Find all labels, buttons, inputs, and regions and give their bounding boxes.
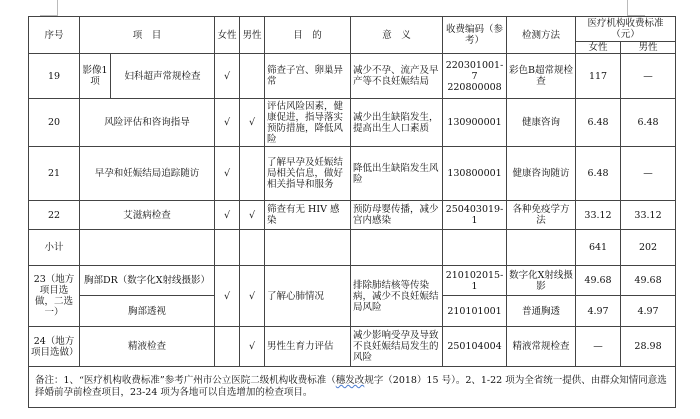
row-no: 23（地方项目选做，二选一） (29, 266, 80, 327)
header-male: 男性 (240, 17, 265, 54)
row-meaning: 减少影响受孕及导致不良妊娠结局发生的风险 (351, 327, 443, 367)
header-purpose: 目 的 (265, 17, 351, 54)
row-no: 20 (29, 99, 80, 147)
row-method: 各种免疫学方法 (507, 201, 576, 230)
row-purpose: 筛查子宫、卵巢异常 (265, 54, 351, 99)
male-check: √ (240, 99, 265, 147)
row-fee-male: 33.12 (621, 201, 676, 230)
row-no: 21 (29, 147, 80, 201)
row-method: 健康咨询随访 (507, 147, 576, 201)
header-row (29, 17, 676, 42)
row-fee-female: 4.97 (576, 296, 621, 327)
header-fee: 医疗机构收费标准（元） (576, 17, 676, 42)
subtotal-fee-female: 641 (576, 230, 621, 266)
empty-cell (507, 230, 576, 266)
row-method: 普通胸透 (507, 296, 576, 327)
header-method: 检测方法 (507, 17, 576, 54)
male-check (240, 147, 265, 201)
female-check: √ (215, 147, 240, 201)
male-check: √ (240, 201, 265, 230)
note-row (29, 367, 676, 408)
row-purpose: 男性生育力评估 (265, 327, 351, 367)
row-fee-male: — (621, 54, 676, 99)
margin-mark (627, 0, 645, 16)
row-code: 130800001 (443, 147, 507, 201)
header-meaning: 意 义 (351, 17, 443, 54)
row-code: 210102015-1 (443, 266, 507, 296)
row-code: 220301001-7 220800008 (443, 54, 507, 99)
row-item: 胸部DR（数字化X射线摄影） (80, 266, 215, 296)
row-purpose: 评估风险因素，健康促进，指导落实预防措施，降低风险 (265, 99, 351, 147)
header-fee-male: 男性 (621, 42, 676, 54)
female-check (215, 327, 240, 367)
row-meaning: 排除肺结核等传染病，减少不良妊娠结局风险 (351, 266, 443, 327)
note-text: 规字（2018）15 号）。2、1-22 项为全省统一提供、由群众知情同意选择婚前孕前检查项目，23-24 项为各地可以自选增加的检查项目。 (35, 375, 667, 398)
female-check: √ (215, 201, 240, 230)
empty-cell (80, 230, 215, 266)
row-no: 24（地方项目选做） (29, 327, 80, 367)
subtotal-fee-male: 202 (621, 230, 676, 266)
row-fee-female: 49.68 (576, 266, 621, 296)
row-purpose: 了解心肺情况 (265, 266, 351, 327)
row-code: 130900001 (443, 99, 507, 147)
row-meaning: 减少出生缺陷发生，提高出生人口素质 (351, 99, 443, 147)
row-fee-female: 33.12 (576, 201, 621, 230)
table-row (29, 327, 676, 367)
row-fee-male: — (621, 147, 676, 201)
table-row (29, 147, 676, 201)
row-fee-male: 4.97 (621, 296, 676, 327)
header-code: 收费编码（参考） (443, 17, 507, 54)
row-code: 210101001 (443, 296, 507, 327)
female-check: √ (215, 266, 240, 327)
row-meaning: 减少不孕、流产及早产等不良妊娠结局 (351, 54, 443, 99)
row-item: 艾滋病检查 (80, 201, 215, 230)
header-female: 女性 (215, 17, 240, 54)
row-fee-male: 49.68 (621, 266, 676, 296)
header-fee-female: 女性 (576, 42, 621, 54)
row-no: 19 (29, 54, 80, 99)
table-row (29, 99, 676, 147)
row-code: 250104004 (443, 327, 507, 367)
row-method: 彩色B超常规检查 (507, 54, 576, 99)
row-item: 妇科超声常规检查 (111, 54, 215, 99)
row-meaning: 降低出生缺陷发生风险 (351, 147, 443, 201)
row-meaning: 预防母婴传播，减少宫内感染 (351, 201, 443, 230)
subtotal-row (29, 230, 676, 266)
note (29, 367, 676, 408)
row-fee-male: 28.98 (621, 327, 676, 367)
exam-items-table (28, 16, 676, 408)
row-purpose: 了解早孕及妊娠结局相关信息，做好相关指导和服务 (265, 147, 351, 201)
note-text-underlined: 穗发改 (335, 375, 365, 386)
row-method: 健康咨询 (507, 99, 576, 147)
row-method: 数字化X射线摄影 (507, 266, 576, 296)
empty-cell (351, 230, 443, 266)
table-row (29, 54, 676, 99)
male-check (240, 54, 265, 99)
row-item: 早孕和妊娠结局追踪随访 (80, 147, 215, 201)
row-fee-female: 6.48 (576, 99, 621, 147)
male-check: √ (240, 266, 265, 327)
row-item: 精液检查 (80, 327, 215, 367)
row-fee-female: — (576, 327, 621, 367)
row-group: 影像1项 (80, 54, 111, 99)
row-fee-female: 6.48 (576, 147, 621, 201)
female-check: √ (215, 99, 240, 147)
header-no: 序号 (29, 17, 80, 54)
empty-cell (240, 230, 265, 266)
row-method: 精液常规检查 (507, 327, 576, 367)
margin-mark (40, 0, 58, 16)
note-text: 备注：1、“医疗机构收费标准”参考广州市公立医院二级机构收费标准（ (35, 375, 336, 386)
table-row (29, 266, 676, 296)
row-purpose: 筛查有无 HIV 感染 (265, 201, 351, 230)
row-no: 22 (29, 201, 80, 230)
header-item: 项 目 (80, 17, 215, 54)
female-check: √ (215, 54, 240, 99)
row-item: 风险评估和咨询指导 (80, 99, 215, 147)
empty-cell (265, 230, 351, 266)
row-item: 胸部透视 (80, 296, 215, 327)
male-check: √ (240, 327, 265, 367)
subtotal-label: 小计 (29, 230, 80, 266)
row-code: 250403019-1 (443, 201, 507, 230)
table-row (29, 201, 676, 230)
empty-cell (443, 230, 507, 266)
row-fee-female: 117 (576, 54, 621, 99)
empty-cell (215, 230, 240, 266)
row-fee-male: 6.48 (621, 99, 676, 147)
